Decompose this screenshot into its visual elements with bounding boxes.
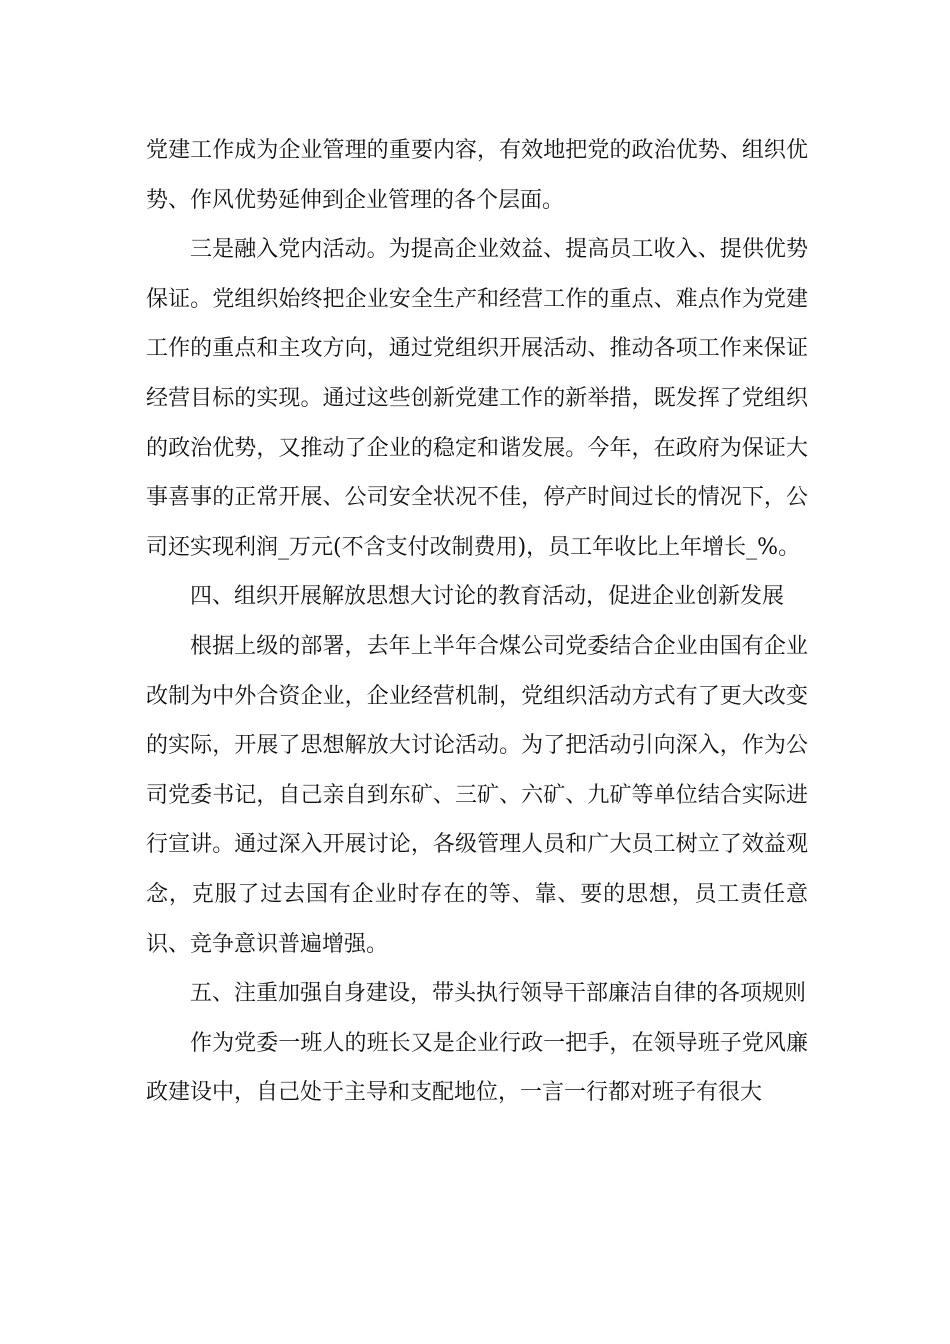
paragraph: 根据上级的部署，去年上半年合煤公司党委结合企业由国有企业改制为中外合资企业，企业经营机制，党组织活动方式有了更大改变的实际，开展了思想解放大讨论活动。为了把活动引向深入，作为公司党委书记，自己亲自到东矿、三矿、六矿、九矿等单位结合实际进行宣讲。通过深入开展讨论，各级管理人员和广大员工树立了效益观念，克服了过去国有企业时存在的等、靠、要的思想，员工责任意识、竞争意识普遍增强。 <box>146 633 808 957</box>
paragraph: 作为党委一班人的班长又是企业行政一把手，在领导班子党风廉政建设中，自己处于主导和支配地位，一言一行都对班子有很大 <box>146 1030 808 1106</box>
section-heading: 四、组织开展解放思想大讨论的教育活动，促进企业创新发展 <box>190 584 785 610</box>
document-body <box>146 126 808 1118</box>
paragraph: 三是融入党内活动。为提高企业效益、提高员工收入、提供优势保证。党组织始终把企业安全生产和经营工作的重点、难点作为党建工作的重点和主攻方向，通过党组织开展活动、推动各项工作来保证经营目标的实现。通过这些创新党建工作的新举措，既发挥了党组织的政治优势，又推动了企业的稳定和谐发展。今年，在政府为保证大事喜事的正常开展、公司安全状况不佳，停产时间过长的情况下，公司还实现利润_万元(不含支付改制费用)，员工年收比上年增长_%。 <box>146 237 808 560</box>
section-heading: 五、注重加强自身建设，带头执行领导干部廉洁自律的各项规则 <box>190 981 807 1007</box>
paragraph: 党建工作成为企业管理的重要内容，有效地把党的政治优势、组织优势、作风优势延伸到企业管理的各个层面。 <box>146 138 808 213</box>
